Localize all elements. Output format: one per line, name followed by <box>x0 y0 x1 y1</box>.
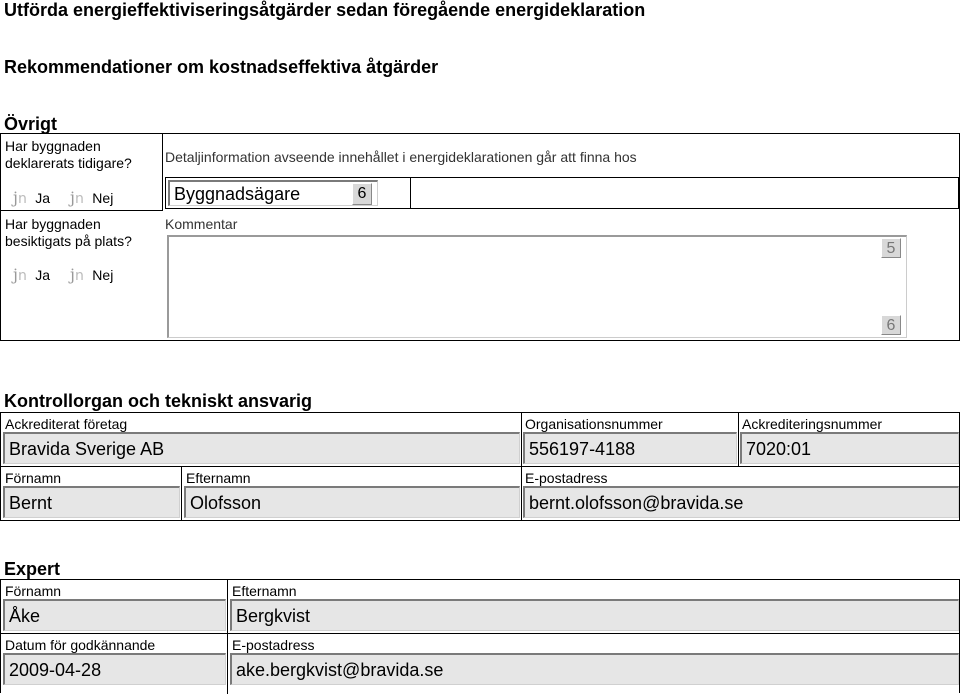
expert-section <box>0 579 960 693</box>
approval-date-field[interactable] <box>3 653 226 685</box>
expert-first-name-field[interactable] <box>3 599 226 631</box>
heading-expert: Expert <box>4 559 61 579</box>
accred-label: Ackrediteringsnummer <box>742 416 883 432</box>
other-section <box>0 133 960 341</box>
dropdown-arrow-icon[interactable]: 6 <box>352 183 372 205</box>
radio-label: Ja <box>35 267 51 283</box>
heading-control: Kontrollorgan och tekniskt ansvarig <box>4 391 313 411</box>
question-inspected: Har byggnaden besiktigats på plats? <box>5 216 132 249</box>
company-field[interactable] <box>3 432 520 464</box>
radio-icon-shadow: n <box>74 268 84 284</box>
detail-info-select[interactable] <box>168 180 378 206</box>
divider <box>410 178 411 208</box>
divider <box>1 210 163 211</box>
last-name-label: Efternamn <box>186 470 251 486</box>
divider <box>162 134 163 211</box>
radio-inspected-no[interactable] <box>70 265 113 285</box>
comment-textarea[interactable] <box>167 235 907 338</box>
expert-last-name-value: Bergkvist <box>236 606 311 626</box>
heading-other: Övrigt <box>4 114 58 134</box>
company-label: Ackrediterat företag <box>5 416 128 432</box>
expert-email-field[interactable] <box>230 653 959 685</box>
last-name-field[interactable] <box>184 486 520 518</box>
expert-last-name-field[interactable] <box>230 599 959 631</box>
approval-date-value: 2009-04-28 <box>9 660 102 680</box>
radio-declared-no[interactable] <box>70 188 113 208</box>
radio-icon-shadow: n <box>74 191 84 207</box>
detail-info-label: Detaljinformation avseende innehållet i energideklarationen går att finna hos <box>165 149 637 165</box>
radio-icon: j <box>13 265 18 284</box>
accred-field[interactable] <box>740 432 959 464</box>
first-name-label: Förnamn <box>5 470 62 486</box>
question-declared: Har byggnaden deklarerats tidigare? <box>5 138 132 171</box>
email-field[interactable] <box>523 486 959 518</box>
radio-icon: j <box>70 265 75 284</box>
scroll-up-icon[interactable]: 5 <box>881 238 901 258</box>
orgnr-value: 556197-4188 <box>529 439 636 459</box>
detail-info-value: Byggnadsägare <box>174 184 301 204</box>
divider <box>181 466 182 520</box>
divider <box>1 466 959 467</box>
radio-inspected-yes[interactable] <box>13 265 50 285</box>
radio-icon-shadow: n <box>17 191 27 207</box>
heading-recommendations: Rekommendationer om kostnadseffektiva åtgärder <box>4 57 439 77</box>
expert-first-name-label: Förnamn <box>5 583 62 599</box>
scroll-down-icon[interactable]: 6 <box>881 315 901 335</box>
expert-first-name-value: Åke <box>9 606 41 626</box>
radio-declared-yes[interactable] <box>13 188 50 208</box>
radio-label: Nej <box>92 190 114 206</box>
radio-icon: j <box>70 188 75 207</box>
email-label: E-postadress <box>525 470 608 486</box>
last-name-value: Olofsson <box>190 493 262 513</box>
control-section <box>0 412 960 521</box>
expert-email-label: E-postadress <box>232 637 315 653</box>
expert-last-name-label: Efternamn <box>232 583 297 599</box>
divider <box>227 580 228 694</box>
accred-value: 7020:01 <box>746 439 812 459</box>
divider <box>738 413 739 466</box>
divider <box>1 633 959 634</box>
first-name-field[interactable] <box>3 486 180 518</box>
radio-label: Ja <box>35 190 51 206</box>
radio-icon-shadow: n <box>17 268 27 284</box>
radio-label: Nej <box>92 267 114 283</box>
approval-date-label: Datum för godkännande <box>5 637 156 653</box>
radio-icon: j <box>13 188 18 207</box>
company-value: Bravida Sverige AB <box>9 439 165 459</box>
heading-measures: Utförda energieffektiviseringsåtgärder sedan föregående energideklaration <box>4 0 646 20</box>
orgnr-field[interactable] <box>523 432 737 464</box>
orgnr-label: Organisationsnummer <box>525 416 663 432</box>
expert-email-value: ake.bergkvist@bravida.se <box>236 660 444 680</box>
first-name-value: Bernt <box>9 493 53 513</box>
divider <box>521 413 522 520</box>
comment-label: Kommentar <box>165 216 238 232</box>
email-value: bernt.olofsson@bravida.se <box>529 493 744 513</box>
